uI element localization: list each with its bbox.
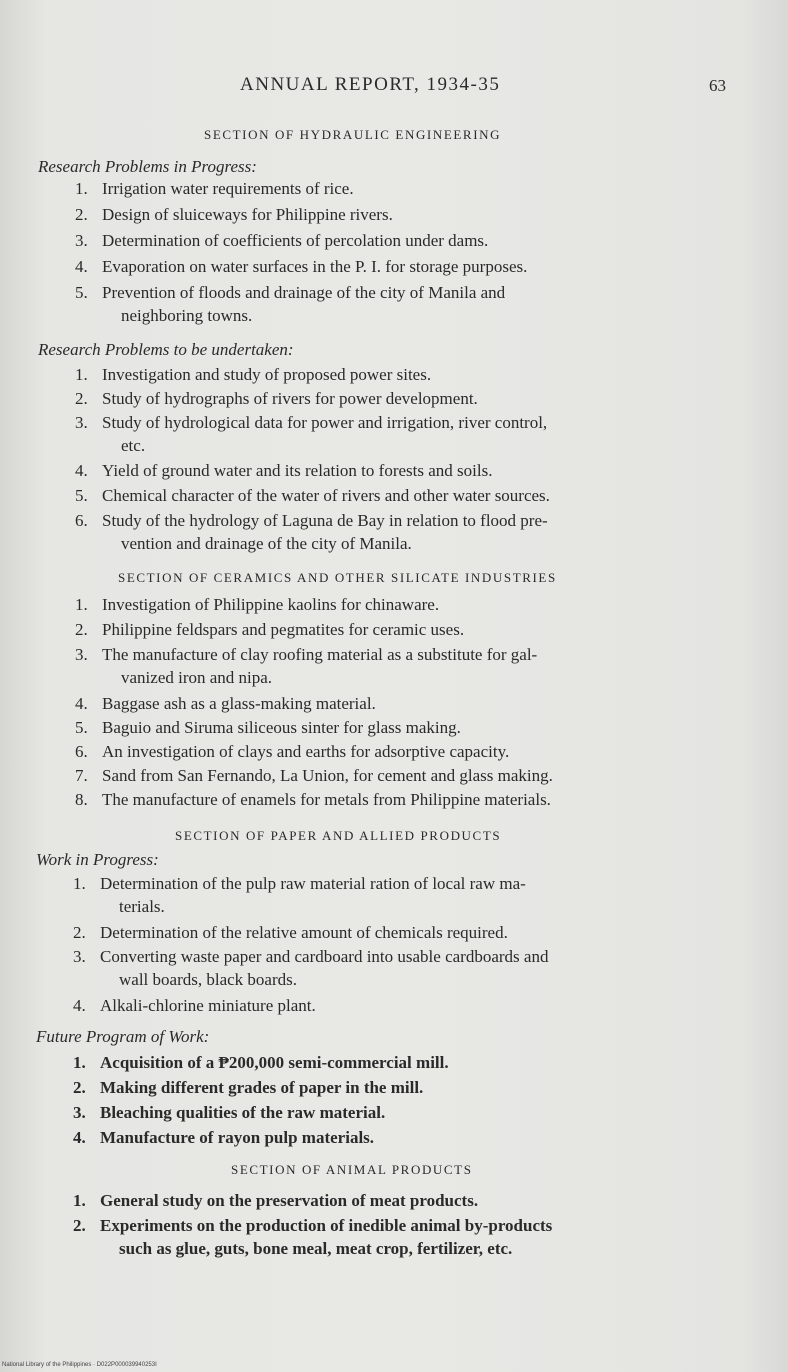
item-number: 4. — [73, 1128, 86, 1147]
item-number: 4. — [75, 461, 88, 480]
item-number: 5. — [75, 283, 88, 302]
item-number: 3. — [75, 645, 88, 664]
item-text-continued: terials. — [119, 897, 165, 916]
item-text: Sand from San Fernando, La Union, for cement and glass making. — [102, 766, 553, 785]
item-text: Baguio and Siruma siliceous sinter for glass making. — [102, 718, 461, 737]
item-text: Investigation and study of proposed power sites. — [102, 365, 432, 384]
item-number: 2. — [73, 1078, 86, 1097]
subheading-research-to-be-undertaken: Research Problems to be undertaken: — [38, 340, 294, 359]
item-text: The manufacture of clay roofing material as a substitute for gal- — [102, 645, 538, 664]
item-number: 8. — [75, 790, 88, 809]
item-number: 1. — [75, 595, 88, 614]
subheading-work-in-progress: Work in Progress: — [36, 850, 159, 869]
item-text: The manufacture of enamels for metals from Philippine materials. — [102, 790, 551, 809]
item-text: Irrigation water requirements of rice. — [102, 179, 354, 198]
item-number: 3. — [73, 1103, 86, 1122]
item-text-continued: etc. — [121, 436, 146, 455]
item-text: Bleaching qualities of the raw material. — [100, 1103, 386, 1122]
item-number: 1. — [75, 179, 88, 198]
item-text: Experiments on the production of inedible animal by-products — [100, 1216, 553, 1235]
item-text: Determination of coefficients of percolation under dams. — [102, 231, 489, 250]
item-number: 4. — [75, 694, 88, 713]
item-text: Study of the hydrology of Laguna de Bay in relation to flood pre- — [102, 511, 548, 530]
item-text: Study of hydrological data for power and irrigation, river control, — [102, 413, 548, 432]
section-heading-hydraulic: SECTION OF HYDRAULIC ENGINEERING — [204, 127, 502, 142]
item-text: Evaporation on water surfaces in the P. I. for storage purposes. — [102, 257, 528, 276]
report-title: ANNUAL REPORT, 1934-35 — [240, 74, 501, 95]
item-text: Chemical character of the water of rivers and other water sources. — [102, 486, 550, 505]
item-text: Manufacture of rayon pulp materials. — [100, 1128, 375, 1147]
item-number: 4. — [75, 257, 88, 276]
item-number: 1. — [73, 1191, 86, 1210]
section-heading-ceramics: SECTION OF CERAMICS AND OTHER SILICATE INDUSTRIES — [118, 570, 557, 585]
item-text: General study on the preservation of meat products. — [100, 1191, 479, 1210]
item-text-continued: vention and drainage of the city of Manila. — [121, 534, 412, 553]
subheading-research-in-progress: Research Problems in Progress: — [38, 157, 257, 176]
item-text: Yield of ground water and its relation to forests and soils. — [102, 461, 493, 480]
item-text: Acquisition of a ₱200,000 semi-commercial mill. — [100, 1053, 449, 1072]
running-header — [0, 74, 788, 104]
section-heading-paper: SECTION OF PAPER AND ALLIED PRODUCTS — [175, 828, 502, 843]
item-number: 5. — [75, 718, 88, 737]
item-number: 2. — [73, 1216, 86, 1235]
item-text: Philippine feldspars and pegmatites for ceramic uses. — [102, 620, 465, 639]
page-number: 63 — [709, 76, 726, 95]
item-number: 6. — [75, 742, 88, 761]
item-number: 1. — [73, 874, 86, 893]
item-text-continued: wall boards, black boards. — [119, 970, 297, 989]
item-text: Baggase ash as a glass-making material. — [102, 694, 376, 713]
item-text: Determination of the pulp raw material ration of local raw ma- — [100, 874, 526, 893]
item-text: Design of sluiceways for Philippine rivers. — [102, 205, 393, 224]
item-number: 1. — [75, 365, 88, 384]
item-number: 2. — [75, 205, 88, 224]
subheading-future-program: Future Program of Work: — [36, 1027, 210, 1046]
item-text: Study of hydrographs of rivers for power development. — [102, 389, 478, 408]
item-text: Investigation of Philippine kaolins for chinaware. — [102, 595, 440, 614]
item-number: 3. — [75, 413, 88, 432]
item-text: Converting waste paper and cardboard into usable cardboards and — [100, 947, 549, 966]
item-text: An investigation of clays and earths for adsorptive capacity. — [102, 742, 510, 761]
item-number: 1. — [73, 1053, 86, 1072]
item-number: 5. — [75, 486, 88, 505]
item-text-continued: vanized iron and nipa. — [121, 668, 273, 687]
item-number: 2. — [75, 620, 88, 639]
item-text: Prevention of floods and drainage of the city of Manila and — [102, 283, 506, 302]
item-number: 4. — [73, 996, 86, 1015]
item-text: Alkali-chlorine miniature plant. — [100, 996, 316, 1015]
item-number: 6. — [75, 511, 88, 530]
item-number: 2. — [75, 389, 88, 408]
item-text-continued: neighboring towns. — [121, 306, 253, 325]
item-text: Making different grades of paper in the mill. — [100, 1078, 424, 1097]
library-footer: National Library of the Philippines · D022P000039940253I — [2, 1362, 157, 1368]
item-number: 2. — [73, 923, 86, 942]
item-text-continued: such as glue, guts, bone meal, meat crop, fertilizer, etc. — [119, 1239, 513, 1258]
item-number: 3. — [73, 947, 86, 966]
section-heading-animal: SECTION OF ANIMAL PRODUCTS — [231, 1162, 473, 1177]
item-number: 7. — [75, 766, 88, 785]
item-text: Determination of the relative amount of chemicals required. — [100, 923, 508, 942]
item-number: 3. — [75, 231, 88, 250]
